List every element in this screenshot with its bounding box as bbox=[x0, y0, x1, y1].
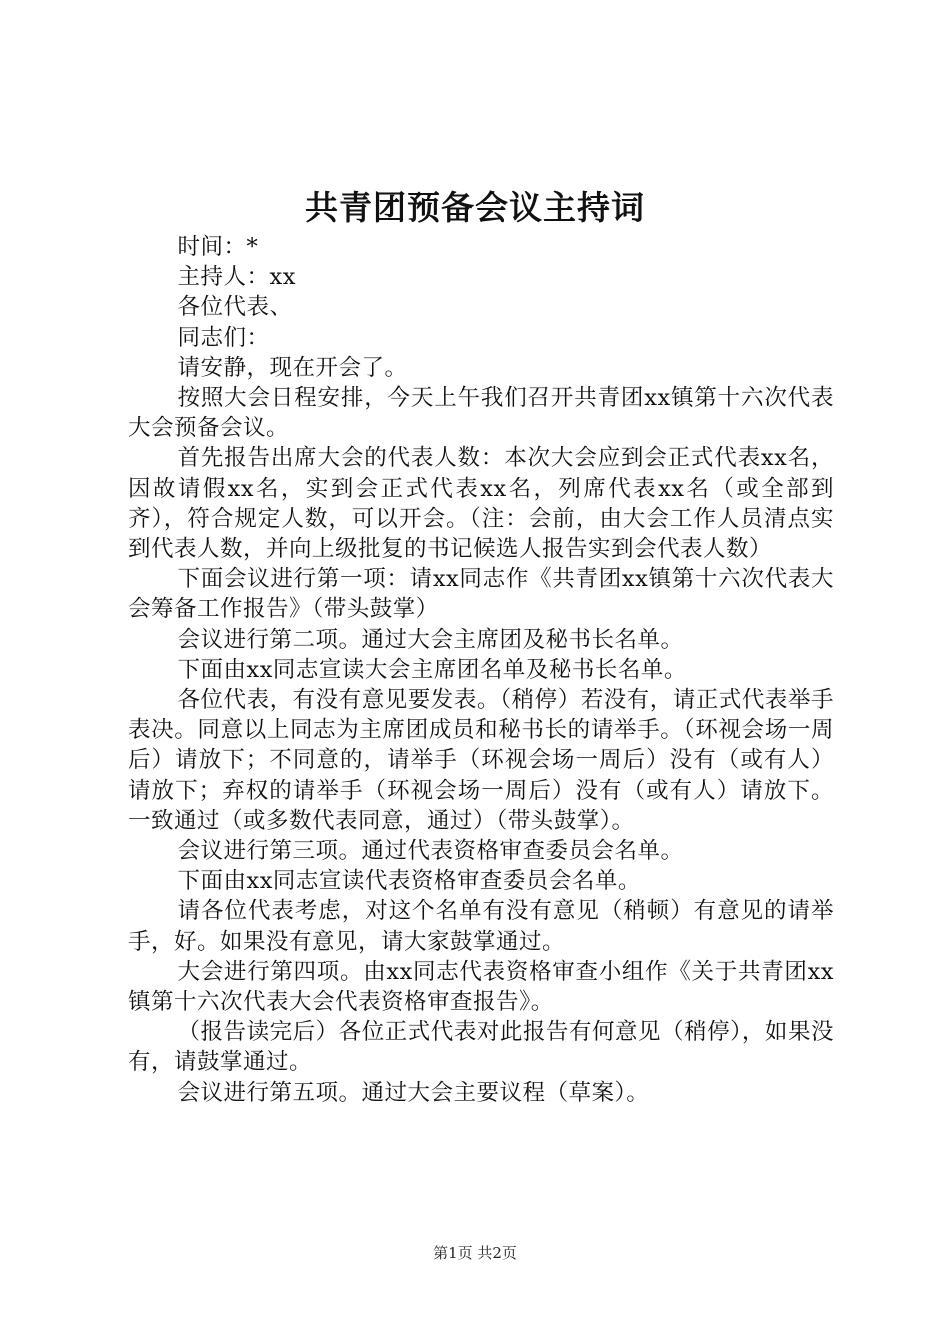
paragraph: 会议进行第五项。通过大会主要议程（草案）。 bbox=[177, 1079, 650, 1106]
paragraph: 大会进行第四项。由xx同志代表资格审查小组作《关于共青团xx镇第十六次代表大会代表资格审查报告》。 bbox=[128, 958, 834, 1016]
paragraph: 下面由xx同志宣读代表资格审查委员会名单。 bbox=[177, 868, 641, 895]
document-body bbox=[128, 232, 834, 1108]
paragraph: 下面由xx同志宣读大会主席团名单及秘书长名单。 bbox=[177, 656, 687, 683]
paragraph: 请各位代表考虑，对这个名单有没有意见（稍顿）有意见的请举手，好。如果没有意见，请大家鼓掌通过。 bbox=[128, 898, 834, 955]
paragraph: 主持人：xx bbox=[177, 264, 296, 291]
page-footer: 第1页 共2页 bbox=[433, 1244, 517, 1262]
paragraph: 按照大会日程安排，今天上午我们召开共青团xx镇第十六次代表大会预备会议。 bbox=[128, 385, 834, 442]
paragraph: 同志们： bbox=[177, 324, 270, 351]
paragraph: 会议进行第三项。通过代表资格审查委员会名单。 bbox=[177, 838, 684, 865]
paragraph: 各位代表、 bbox=[177, 294, 293, 321]
paragraph: 请安静，现在开会了。 bbox=[177, 354, 408, 381]
paragraph: 首先报告出席大会的代表人数：本次大会应到会正式代表xx名，因故请假xx名，实到会正式代表xx名，列席代表xx名（或全部到齐），符合规定人数，可以开会。（注：会前，由大会工作人员清点实到代表人数，并向上级批复的书记候选人报告实到会代表人数） bbox=[128, 445, 834, 563]
paragraph: 时间：* bbox=[177, 234, 259, 260]
paragraph: （报告读完后）各位正式代表对此报告有何意见（稍停），如果没有，请鼓掌通过。 bbox=[128, 1019, 834, 1076]
paragraph: 下面会议进行第一项：请xx同志作《共青团xx镇第十六次代表大会筹备工作报告》（带头鼓掌） bbox=[128, 566, 834, 623]
document-title: 共青团预备会议主持词 bbox=[305, 188, 645, 227]
paragraph: 各位代表，有没有意见要发表。（稍停）若没有，请正式代表举手表决。同意以上同志为主席团成员和秘书长的请举手。（环视会场一周后）请放下；不同意的，请举手（环视会场一周后）没有（或有人）请放下；弃权的请举手（环视会场一周后）没有（或有人）请放下。一致通过（或多数代表同意，通过）（带头鼓掌）。 bbox=[128, 687, 834, 834]
paragraph: 会议进行第二项。通过大会主席团及秘书长名单。 bbox=[177, 626, 684, 653]
